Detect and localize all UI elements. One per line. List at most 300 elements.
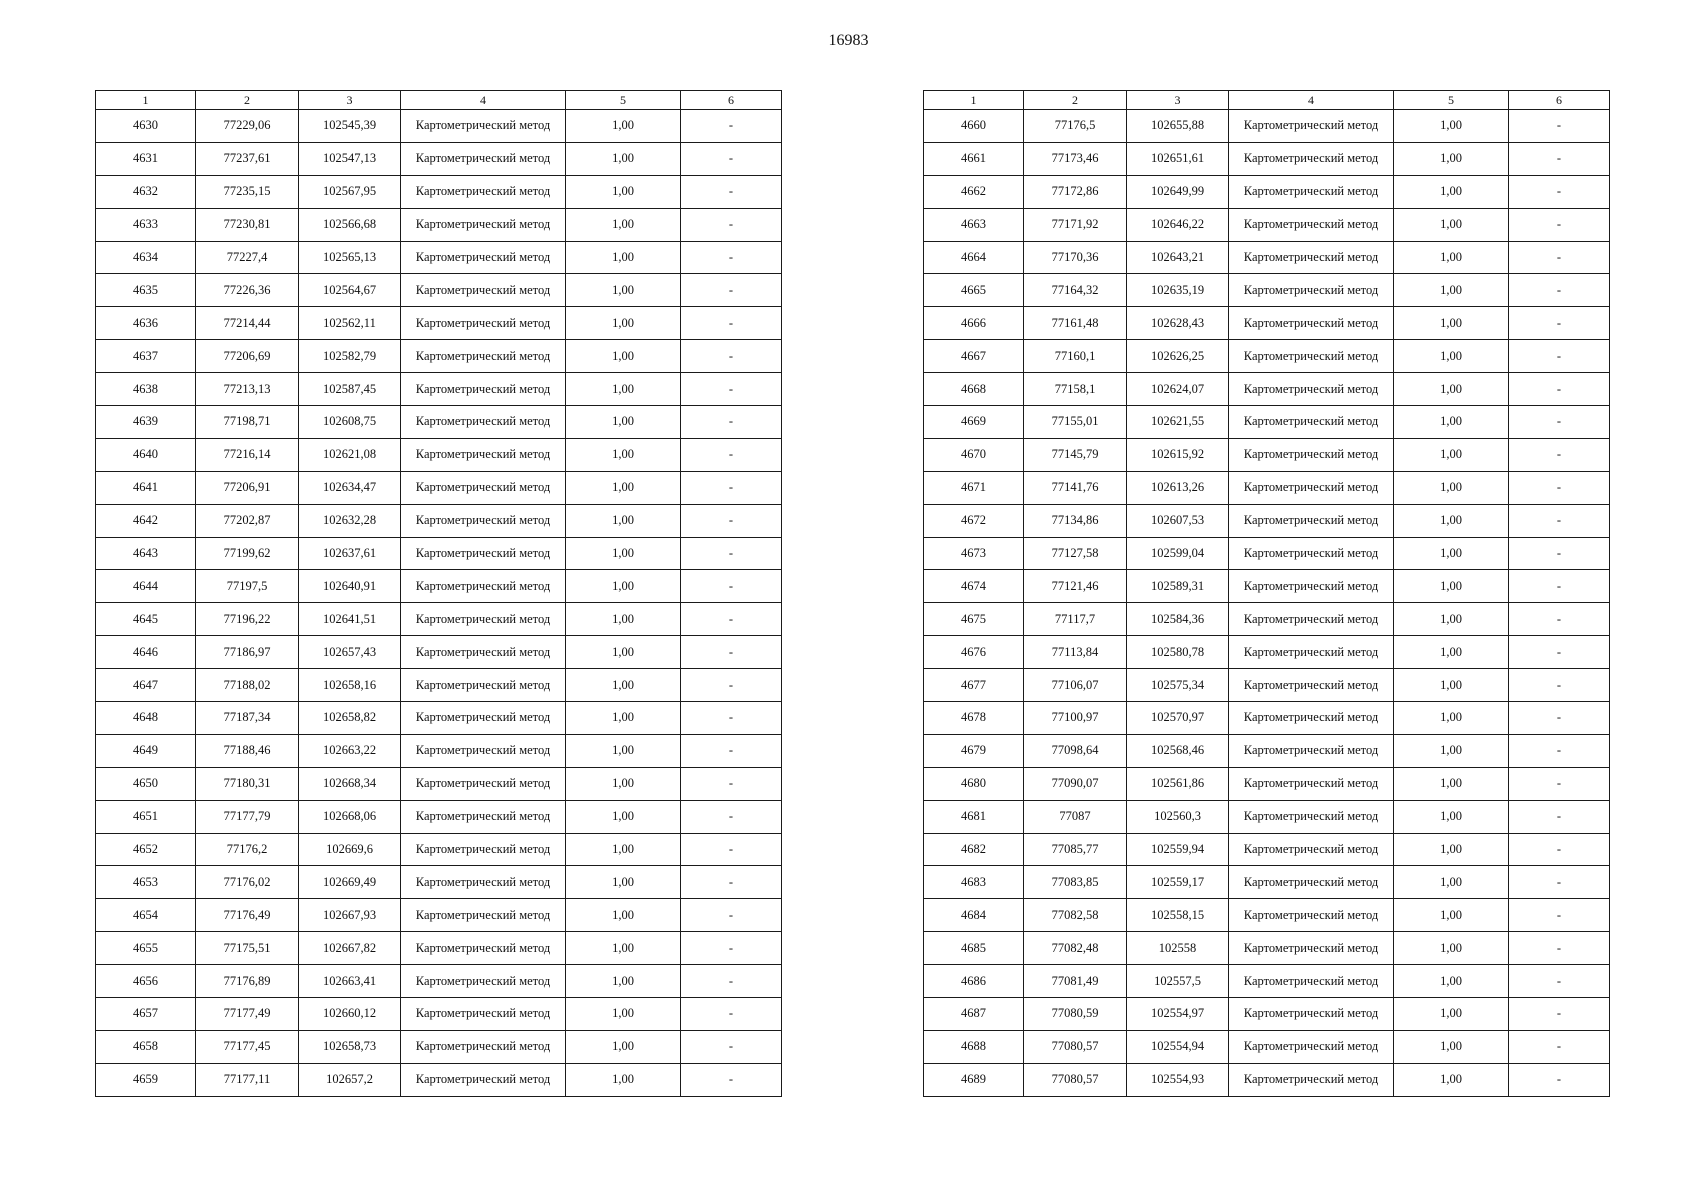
cell-method: Картометрический метод	[401, 274, 566, 307]
cell-note: -	[1509, 471, 1610, 504]
cell-point-number: 4671	[924, 471, 1024, 504]
cell-method: Картометрический метод	[1229, 932, 1394, 965]
cell-coord-y: 102608,75	[299, 406, 401, 439]
cell-accuracy: 1,00	[566, 208, 681, 241]
cell-accuracy: 1,00	[1394, 800, 1509, 833]
cell-coord-x: 77177,45	[196, 1030, 299, 1063]
cell-coord-x: 77081,49	[1024, 965, 1127, 998]
cell-coord-y: 102582,79	[299, 340, 401, 373]
cell-coord-y: 102658,73	[299, 1030, 401, 1063]
table-row	[96, 932, 782, 965]
cell-coord-x: 77161,48	[1024, 307, 1127, 340]
table-row	[924, 537, 1610, 570]
cell-coord-y: 102637,61	[299, 537, 401, 570]
cell-coord-x: 77227,4	[196, 241, 299, 274]
cell-accuracy: 1,00	[566, 1030, 681, 1063]
table-row	[924, 669, 1610, 702]
coordinates-table-right	[923, 90, 1610, 1097]
column-header-3: 3	[299, 91, 401, 110]
cell-point-number: 4686	[924, 965, 1024, 998]
table-row	[924, 175, 1610, 208]
cell-note: -	[681, 603, 782, 636]
cell-coord-y: 102640,91	[299, 570, 401, 603]
cell-note: -	[1509, 142, 1610, 175]
table-row	[96, 636, 782, 669]
column-header-6: 6	[1509, 91, 1610, 110]
table-row	[924, 471, 1610, 504]
table-row	[924, 307, 1610, 340]
cell-note: -	[1509, 833, 1610, 866]
cell-note: -	[681, 537, 782, 570]
cell-coord-x: 77188,02	[196, 669, 299, 702]
cell-accuracy: 1,00	[566, 636, 681, 669]
cell-method: Картометрический метод	[1229, 965, 1394, 998]
cell-coord-y: 102632,28	[299, 504, 401, 537]
column-header-1: 1	[924, 91, 1024, 110]
cell-accuracy: 1,00	[566, 537, 681, 570]
cell-coord-x: 77083,85	[1024, 866, 1127, 899]
cell-accuracy: 1,00	[1394, 175, 1509, 208]
cell-note: -	[1509, 998, 1610, 1031]
cell-note: -	[681, 932, 782, 965]
cell-accuracy: 1,00	[1394, 471, 1509, 504]
cell-point-number: 4649	[96, 734, 196, 767]
cell-note: -	[681, 636, 782, 669]
cell-method: Картометрический метод	[401, 866, 566, 899]
table-row	[924, 833, 1610, 866]
cell-accuracy: 1,00	[1394, 603, 1509, 636]
cell-method: Картометрический метод	[401, 208, 566, 241]
cell-note: -	[1509, 504, 1610, 537]
cell-note: -	[681, 899, 782, 932]
cell-accuracy: 1,00	[1394, 307, 1509, 340]
cell-note: -	[1509, 734, 1610, 767]
cell-accuracy: 1,00	[566, 110, 681, 143]
cell-method: Картометрический метод	[1229, 307, 1394, 340]
cell-accuracy: 1,00	[1394, 406, 1509, 439]
cell-accuracy: 1,00	[566, 241, 681, 274]
cell-coord-x: 77134,86	[1024, 504, 1127, 537]
cell-coord-y: 102584,36	[1127, 603, 1229, 636]
cell-coord-y: 102649,99	[1127, 175, 1229, 208]
cell-method: Картометрический метод	[1229, 208, 1394, 241]
cell-point-number: 4652	[96, 833, 196, 866]
cell-method: Картометрический метод	[401, 142, 566, 175]
table-row	[96, 373, 782, 406]
cell-method: Картометрический метод	[401, 603, 566, 636]
column-header-3: 3	[1127, 91, 1229, 110]
cell-coord-x: 77216,14	[196, 438, 299, 471]
cell-point-number: 4634	[96, 241, 196, 274]
cell-note: -	[1509, 208, 1610, 241]
table-row	[96, 110, 782, 143]
column-header-6: 6	[681, 91, 782, 110]
cell-method: Картометрический метод	[1229, 800, 1394, 833]
cell-point-number: 4642	[96, 504, 196, 537]
cell-coord-x: 77176,2	[196, 833, 299, 866]
cell-accuracy: 1,00	[566, 899, 681, 932]
cell-point-number: 4647	[96, 669, 196, 702]
cell-coord-x: 77199,62	[196, 537, 299, 570]
cell-method: Картометрический метод	[401, 702, 566, 735]
table-row	[924, 998, 1610, 1031]
table-row	[96, 537, 782, 570]
cell-method: Картометрический метод	[401, 241, 566, 274]
cell-coord-y: 102634,47	[299, 471, 401, 504]
table-row	[96, 1030, 782, 1063]
cell-accuracy: 1,00	[566, 833, 681, 866]
cell-point-number: 4653	[96, 866, 196, 899]
cell-method: Картометрический метод	[1229, 866, 1394, 899]
cell-note: -	[681, 208, 782, 241]
cell-accuracy: 1,00	[1394, 767, 1509, 800]
cell-note: -	[1509, 603, 1610, 636]
table-row	[96, 899, 782, 932]
cell-accuracy: 1,00	[1394, 965, 1509, 998]
cell-accuracy: 1,00	[1394, 208, 1509, 241]
cell-accuracy: 1,00	[566, 669, 681, 702]
cell-accuracy: 1,00	[566, 142, 681, 175]
cell-point-number: 4675	[924, 603, 1024, 636]
cell-method: Картометрический метод	[401, 175, 566, 208]
cell-point-number: 4663	[924, 208, 1024, 241]
table-row	[96, 504, 782, 537]
cell-coord-y: 102663,41	[299, 965, 401, 998]
cell-point-number: 4631	[96, 142, 196, 175]
cell-note: -	[681, 241, 782, 274]
cell-method: Картометрический метод	[1229, 734, 1394, 767]
cell-coord-y: 102558,15	[1127, 899, 1229, 932]
cell-method: Картометрический метод	[401, 669, 566, 702]
cell-accuracy: 1,00	[1394, 1063, 1509, 1096]
cell-method: Картометрический метод	[401, 537, 566, 570]
cell-coord-y: 102626,25	[1127, 340, 1229, 373]
cell-point-number: 4630	[96, 110, 196, 143]
cell-coord-y: 102651,61	[1127, 142, 1229, 175]
cell-coord-x: 77087	[1024, 800, 1127, 833]
cell-accuracy: 1,00	[566, 274, 681, 307]
cell-point-number: 4641	[96, 471, 196, 504]
cell-note: -	[1509, 1030, 1610, 1063]
cell-coord-x: 77229,06	[196, 110, 299, 143]
cell-point-number: 4665	[924, 274, 1024, 307]
cell-accuracy: 1,00	[1394, 899, 1509, 932]
cell-coord-y: 102589,31	[1127, 570, 1229, 603]
cell-note: -	[681, 504, 782, 537]
cell-note: -	[681, 307, 782, 340]
cell-point-number: 4678	[924, 702, 1024, 735]
cell-accuracy: 1,00	[1394, 1030, 1509, 1063]
cell-method: Картометрический метод	[401, 471, 566, 504]
table-row	[924, 340, 1610, 373]
table-row	[924, 702, 1610, 735]
cell-note: -	[1509, 570, 1610, 603]
cell-accuracy: 1,00	[566, 734, 681, 767]
column-header-5: 5	[1394, 91, 1509, 110]
cell-coord-y: 102561,86	[1127, 767, 1229, 800]
cell-method: Картометрический метод	[401, 734, 566, 767]
cell-method: Картометрический метод	[401, 340, 566, 373]
cell-point-number: 4633	[96, 208, 196, 241]
cell-coord-x: 77170,36	[1024, 241, 1127, 274]
cell-coord-y: 102667,82	[299, 932, 401, 965]
cell-point-number: 4664	[924, 241, 1024, 274]
table-row	[924, 241, 1610, 274]
cell-note: -	[681, 669, 782, 702]
table-row	[96, 734, 782, 767]
table-row	[924, 373, 1610, 406]
cell-point-number: 4668	[924, 373, 1024, 406]
cell-note: -	[1509, 340, 1610, 373]
cell-method: Картометрический метод	[401, 110, 566, 143]
cell-accuracy: 1,00	[566, 767, 681, 800]
cell-coord-y: 102658,82	[299, 702, 401, 735]
table-row	[924, 800, 1610, 833]
cell-method: Картометрический метод	[401, 406, 566, 439]
table-row	[96, 142, 782, 175]
table-row	[924, 636, 1610, 669]
cell-accuracy: 1,00	[1394, 438, 1509, 471]
cell-method: Картометрический метод	[401, 767, 566, 800]
cell-accuracy: 1,00	[1394, 734, 1509, 767]
cell-coord-x: 77176,02	[196, 866, 299, 899]
table-row	[96, 340, 782, 373]
table-row	[96, 767, 782, 800]
cell-coord-y: 102613,26	[1127, 471, 1229, 504]
cell-note: -	[1509, 965, 1610, 998]
cell-coord-y: 102655,88	[1127, 110, 1229, 143]
cell-method: Картометрический метод	[1229, 537, 1394, 570]
cell-point-number: 4684	[924, 899, 1024, 932]
cell-method: Картометрический метод	[1229, 471, 1394, 504]
cell-accuracy: 1,00	[1394, 537, 1509, 570]
cell-point-number: 4666	[924, 307, 1024, 340]
cell-coord-y: 102628,43	[1127, 307, 1229, 340]
cell-method: Картометрический метод	[1229, 702, 1394, 735]
cell-accuracy: 1,00	[1394, 833, 1509, 866]
cell-coord-x: 77082,48	[1024, 932, 1127, 965]
cell-coord-y: 102570,97	[1127, 702, 1229, 735]
cell-method: Картометрический метод	[401, 965, 566, 998]
cell-note: -	[1509, 110, 1610, 143]
cell-coord-x: 77175,51	[196, 932, 299, 965]
cell-coord-y: 102635,19	[1127, 274, 1229, 307]
table-row	[96, 175, 782, 208]
cell-coord-y: 102559,94	[1127, 833, 1229, 866]
cell-coord-x: 77171,92	[1024, 208, 1127, 241]
cell-point-number: 4672	[924, 504, 1024, 537]
table-row	[96, 241, 782, 274]
cell-note: -	[1509, 669, 1610, 702]
cell-method: Картометрический метод	[401, 899, 566, 932]
cell-accuracy: 1,00	[1394, 373, 1509, 406]
cell-point-number: 4676	[924, 636, 1024, 669]
cell-method: Картометрический метод	[401, 833, 566, 866]
cell-coord-x: 77230,81	[196, 208, 299, 241]
cell-note: -	[681, 998, 782, 1031]
cell-coord-x: 77235,15	[196, 175, 299, 208]
column-header-1: 1	[96, 91, 196, 110]
cell-coord-y: 102615,92	[1127, 438, 1229, 471]
cell-accuracy: 1,00	[566, 800, 681, 833]
cell-note: -	[1509, 438, 1610, 471]
cell-method: Картометрический метод	[1229, 1030, 1394, 1063]
cell-coord-x: 77176,89	[196, 965, 299, 998]
cell-method: Картометрический метод	[401, 570, 566, 603]
cell-point-number: 4651	[96, 800, 196, 833]
cell-note: -	[1509, 307, 1610, 340]
cell-method: Картометрический метод	[1229, 406, 1394, 439]
cell-note: -	[1509, 175, 1610, 208]
cell-point-number: 4655	[96, 932, 196, 965]
cell-note: -	[681, 110, 782, 143]
cell-coord-x: 77080,57	[1024, 1063, 1127, 1096]
cell-note: -	[681, 142, 782, 175]
cell-coord-x: 77187,34	[196, 702, 299, 735]
cell-method: Картометрический метод	[1229, 636, 1394, 669]
table-row	[924, 570, 1610, 603]
cell-note: -	[681, 438, 782, 471]
cell-note: -	[1509, 899, 1610, 932]
cell-coord-y: 102668,06	[299, 800, 401, 833]
table-row	[96, 603, 782, 636]
cell-coord-x: 77186,97	[196, 636, 299, 669]
cell-method: Картометрический метод	[401, 998, 566, 1031]
cell-point-number: 4683	[924, 866, 1024, 899]
cell-accuracy: 1,00	[566, 406, 681, 439]
cell-coord-y: 102587,45	[299, 373, 401, 406]
cell-note: -	[681, 1030, 782, 1063]
cell-method: Картометрический метод	[401, 1030, 566, 1063]
cell-coord-x: 77080,59	[1024, 998, 1127, 1031]
cell-coord-y: 102657,43	[299, 636, 401, 669]
table-row	[924, 1063, 1610, 1096]
cell-point-number: 4667	[924, 340, 1024, 373]
cell-coord-x: 77080,57	[1024, 1030, 1127, 1063]
column-header-2: 2	[1024, 91, 1127, 110]
header-row	[924, 91, 1610, 110]
cell-coord-y: 102560,3	[1127, 800, 1229, 833]
cell-point-number: 4679	[924, 734, 1024, 767]
cell-accuracy: 1,00	[1394, 340, 1509, 373]
table-row	[924, 767, 1610, 800]
cell-accuracy: 1,00	[566, 965, 681, 998]
cell-point-number: 4646	[96, 636, 196, 669]
cell-point-number: 4662	[924, 175, 1024, 208]
cell-accuracy: 1,00	[1394, 636, 1509, 669]
cell-coord-y: 102575,34	[1127, 669, 1229, 702]
cell-point-number: 4632	[96, 175, 196, 208]
cell-method: Картометрический метод	[401, 800, 566, 833]
table-row	[96, 570, 782, 603]
cell-coord-x: 77164,32	[1024, 274, 1127, 307]
cell-coord-y: 102641,51	[299, 603, 401, 636]
cell-coord-y: 102660,12	[299, 998, 401, 1031]
cell-accuracy: 1,00	[566, 1063, 681, 1096]
cell-method: Картометрический метод	[1229, 669, 1394, 702]
cell-point-number: 4677	[924, 669, 1024, 702]
cell-method: Картометрический метод	[401, 438, 566, 471]
cell-note: -	[681, 340, 782, 373]
table-row	[96, 669, 782, 702]
table-row	[924, 1030, 1610, 1063]
cell-coord-y: 102566,68	[299, 208, 401, 241]
cell-accuracy: 1,00	[566, 471, 681, 504]
cell-note: -	[681, 702, 782, 735]
cell-note: -	[681, 471, 782, 504]
cell-note: -	[681, 570, 782, 603]
cell-note: -	[681, 406, 782, 439]
cell-point-number: 4648	[96, 702, 196, 735]
cell-coord-y: 102568,46	[1127, 734, 1229, 767]
cell-coord-y: 102663,22	[299, 734, 401, 767]
table-row	[96, 471, 782, 504]
cell-point-number: 4658	[96, 1030, 196, 1063]
cell-coord-x: 77176,5	[1024, 110, 1127, 143]
cell-point-number: 4644	[96, 570, 196, 603]
cell-method: Картометрический метод	[1229, 998, 1394, 1031]
table-row	[924, 504, 1610, 537]
cell-coord-y: 102607,53	[1127, 504, 1229, 537]
cell-coord-x: 77127,58	[1024, 537, 1127, 570]
header-row	[96, 91, 782, 110]
column-header-2: 2	[196, 91, 299, 110]
cell-note: -	[1509, 274, 1610, 307]
cell-point-number: 4640	[96, 438, 196, 471]
cell-coord-x: 77173,46	[1024, 142, 1127, 175]
coordinates-table-left	[95, 90, 782, 1097]
cell-coord-x: 77155,01	[1024, 406, 1127, 439]
column-header-5: 5	[566, 91, 681, 110]
cell-coord-x: 77176,49	[196, 899, 299, 932]
cell-accuracy: 1,00	[566, 570, 681, 603]
cell-point-number: 4660	[924, 110, 1024, 143]
cell-coord-y: 102554,94	[1127, 1030, 1229, 1063]
table-row	[924, 406, 1610, 439]
cell-accuracy: 1,00	[1394, 241, 1509, 274]
cell-accuracy: 1,00	[566, 175, 681, 208]
cell-point-number: 4682	[924, 833, 1024, 866]
cell-coord-x: 77206,91	[196, 471, 299, 504]
cell-accuracy: 1,00	[566, 307, 681, 340]
cell-accuracy: 1,00	[566, 373, 681, 406]
cell-method: Картометрический метод	[1229, 274, 1394, 307]
cell-note: -	[1509, 373, 1610, 406]
cell-point-number: 4643	[96, 537, 196, 570]
cell-coord-x: 77198,71	[196, 406, 299, 439]
table-row	[924, 734, 1610, 767]
cell-point-number: 4650	[96, 767, 196, 800]
cell-coord-x: 77160,1	[1024, 340, 1127, 373]
cell-method: Картометрический метод	[401, 932, 566, 965]
cell-coord-y: 102599,04	[1127, 537, 1229, 570]
cell-point-number: 4685	[924, 932, 1024, 965]
cell-coord-y: 102669,6	[299, 833, 401, 866]
cell-note: -	[681, 274, 782, 307]
cell-accuracy: 1,00	[1394, 998, 1509, 1031]
cell-coord-y: 102564,67	[299, 274, 401, 307]
cell-point-number: 4688	[924, 1030, 1024, 1063]
cell-coord-x: 77237,61	[196, 142, 299, 175]
cell-coord-y: 102567,95	[299, 175, 401, 208]
cell-method: Картометрический метод	[401, 504, 566, 537]
cell-method: Картометрический метод	[1229, 142, 1394, 175]
cell-point-number: 4681	[924, 800, 1024, 833]
cell-method: Картометрический метод	[1229, 504, 1394, 537]
cell-point-number: 4661	[924, 142, 1024, 175]
cell-note: -	[681, 800, 782, 833]
table-row	[96, 438, 782, 471]
